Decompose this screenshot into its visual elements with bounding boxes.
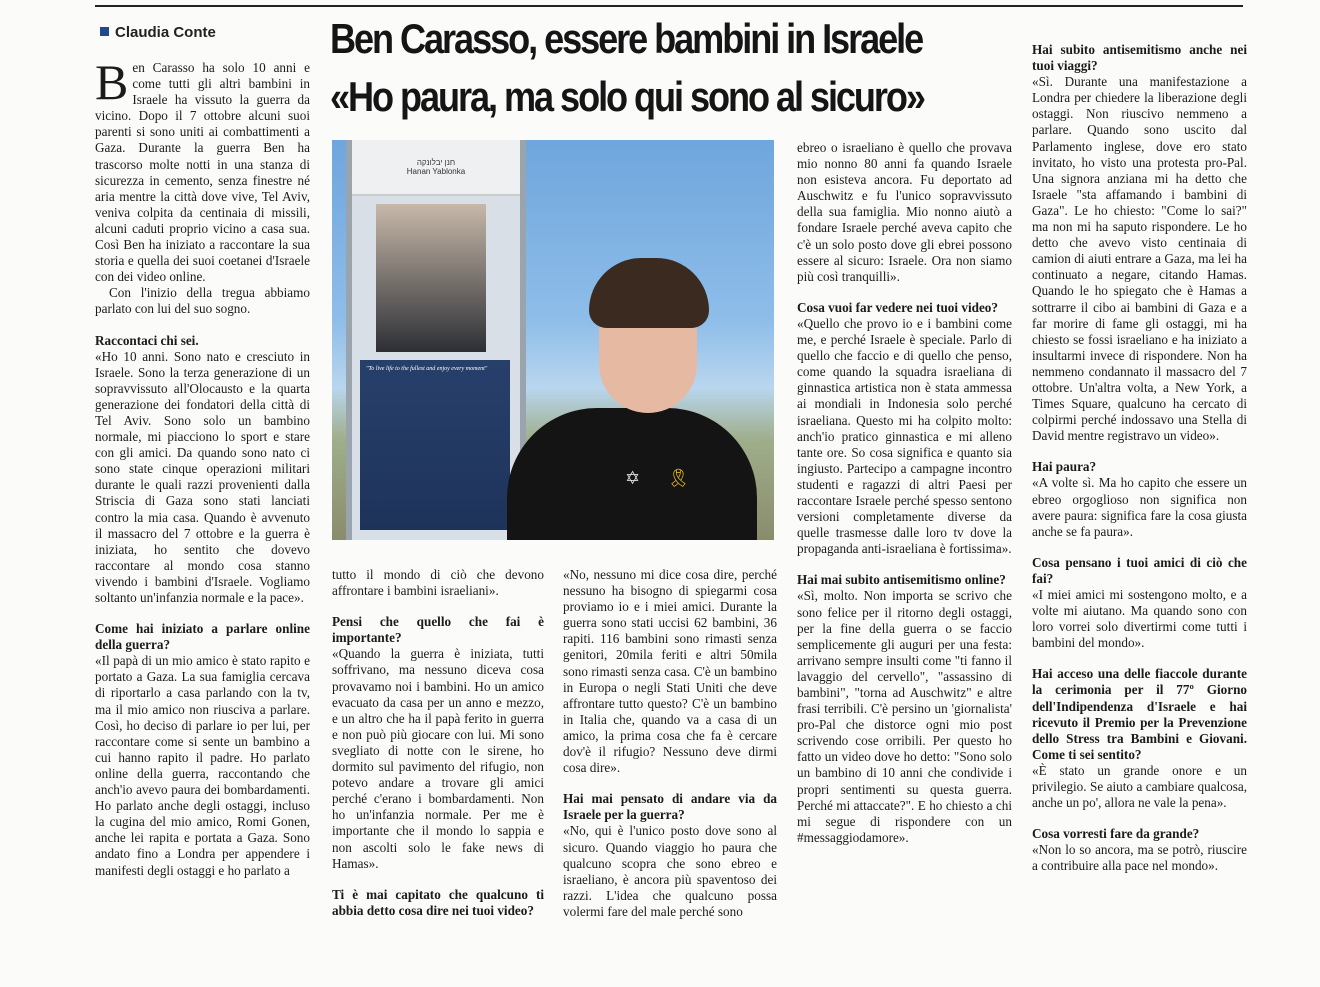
byline-author: Claudia Conte	[115, 24, 216, 41]
answer-continued: ebreo o israeliano è quello che provava mio nonno 80 anni fa quando Israele non esisteva ancora. Fu deportato ad Auschwitz e fu l'unico sopravvissuto della sua famiglia. Mio nonno aiutò a fondare Israele perché aveva capito che c'è un solo posto dove gli ebrei possono essere al sicuro: Israele. Ora non siamo più così tranquilli».	[797, 140, 1012, 284]
answer: «No, nessuno mi dice cosa dire, perché nessuno ha bisogno di spiegarmi cosa proviamo io e i miei amici. Durante la guerra sono stati uccisi 62 bambini, 36 rapiti. 116 bambini sono rimasti senza genitori, 20mila feriti e altri 50mila sono rimasti senza casa. C'è un bambino in Europa o negli Stati Uniti che deve affrontare tutto questo? C'è un bambino in Italia che, quando va a casa di un amico, la prima cosa che fa è cercare dov'è il rifugio? Nessuno deve dirmi cosa dire».	[563, 567, 777, 776]
column-5	[1032, 28, 1247, 875]
column-2	[332, 567, 544, 919]
question: Pensi che quello che fai è importante?	[332, 614, 544, 646]
sign-portrait	[376, 204, 486, 352]
yellow-ribbon-icon: 🎗	[667, 468, 690, 489]
answer: «È stato un grande onore e un privilegio. Se aiuto a cambiare qualcosa, anche un po', allora ne vale la pena».	[1032, 762, 1247, 811]
sign-name: Hanan Yablonka	[406, 167, 466, 176]
top-rule	[95, 5, 1243, 7]
question: Hai paura?	[1032, 459, 1097, 475]
answer: «Non lo so ancora, ma se potrò, riuscire a contribuire alla pace nel mondo».	[1032, 842, 1247, 874]
answer: «Sì, molto. Non importa se scrivo che sono felice per il ritorno degli ostaggi, per la fine della guerra o se faccio semplicemente gli auguri per una festa: arrivano sempre insulti come "ti fanno il lavaggio del cervello", "assassino di bambini", "torna ad Auschwitz" e altre frasi terribili. C'è persino un 'giornalista' pro-Pal che distorce ogni mio post scrivendo cose orribili. Per questo ho fatto un video dove ho detto: "Sono solo un bambino di 10 anni che condivide i propri sentimenti su questa guerra. Perché mi attaccate?". E ho chiesto a chi mi segue di rispondere con un #messaggiodamore».	[797, 588, 1012, 845]
answer: «Sì. Durante una manifestazione a Londra per chiedere la liberazione degli ostaggi. Non riuscivo nemmeno a parlare. Quando sono uscito dal Parlamento inglese, dove ero stato invitato, ho visto una protesta pro-Pal. Una signora anziana mi ha detto che Israele "sta affamando i bambini di Gaza". Le ho chiesto: "Come lo sai?" ma non mi ha saputo rispondere. Le ho detto che avevo visto centinaia di camion di aiuti entrare a Gaza, ma lei ha continuato a negare, citando Hamas. Quando le ho spiegato che è Hamas a sottrarre il cibo ai bambini di Gaza e a far morire di fame gli ostaggi, mi ha chiesto se fossi israeliano e ha iniziato a insultarmi invece di rispondere. Non ha nemmeno condannato il massacro del 7 ottobre. Un'altra volta, a New York, a Times Square, qualcuno ha cercato di colpirmi perché indossavo una Stella di David mentre registravo un video».	[1032, 74, 1247, 444]
article-photo	[332, 140, 774, 540]
answer: «Il papà di un mio amico è stato rapito e portato a Gaza. La sua famiglia cercava di riportarlo a casa parlando con la tv, ma il mio amico non riusciva a parlare. Così, ho deciso di parlare io per lui, per raccontare come si sente un bambino a cui hanno rapito il padre. Ho parlato online della guerra, raccontando che anch'io avevo paura dei bombardamenti. Ho parlato anche degli ostaggi, incluso la cugina del mio amico, Romi Gonen, anche lei rapita e portata a Gaza. Sono andato fino a Londra per appendere i manifesti degli ostaggi e ho parlato a	[95, 653, 310, 878]
column-1	[95, 54, 310, 879]
question: Hai subito antisemitismo anche nei tuoi viaggi?	[1032, 42, 1247, 74]
question: Cosa vorresti fare da grande?	[1032, 826, 1200, 842]
question: Ti è mai capitato che qualcuno ti abbia detto cosa dire nei tuoi video?	[332, 886, 544, 918]
article-intro: Ben Carasso ha solo 10 anni e come tutti gli altri bambini in Israele ha vissuto la guerra da vicino. Dopo il 7 ottobre alcuni suoi parenti si sono uniti ai combattimenti a Gaza. Durante la guerra Ben ha trascorso molte notti in una stanza di sicurezza in cemento, senza finestre né aria mentre la città dove vive, Tel Aviv, veniva colpita da centinaia di missili, alcuni caduti proprio vicino a casa sua. Così Ben ha iniziato a raccontare la sua storia e quella dei suoi coetanei d'Israele con dei video online.	[95, 54, 310, 285]
headline-line2: «Ho paura, ma solo qui sono al sicuro»	[330, 73, 924, 120]
question: Hai mai pensato di andare via da Israele per la guerra?	[563, 791, 777, 823]
headline-line1: Ben Carasso, essere bambini in Israele	[330, 15, 923, 62]
sign-hebrew: חנן יבלונקה	[416, 158, 456, 167]
answer: «No, qui è l'unico posto dove sono al sicuro. Quando viaggio ho paura che qualcuno scopra che sono ebreo e israeliano, è ancora più spaventoso dei razzi. L'idea che qualcuno possa volermi fare del male perché sono	[563, 823, 777, 919]
sign-text-panel	[360, 360, 510, 530]
answer: «Ho 10 anni. Sono nato e cresciuto in Israele. Sono la terza generazione di un sopravvissuto all'Olocausto e la quarta generazione dei fondatori della città di Tel Aviv. Sono solo un bambino normale, mi piacciono lo sport e stare con gli amici. Da quando sono nato ci sono state cinque operazioni militari durante le quali razzi provenienti dalla Striscia di Gaza sono stati lanciati contro la mia casa. Quando è avvenuto il massacro del 7 ottobre e la guerra è iniziata, ho sentito che dovevo raccontare al mondo cosa stanno vivendo i bambini d'Israele. Vogliamo soltanto un'infanzia normale e la pace».	[95, 348, 310, 605]
byline-square-icon	[100, 27, 109, 36]
memorial-sign	[346, 140, 526, 540]
sign-header	[352, 140, 520, 196]
answer-continued: tutto il mondo di ciò che devono affrontare i bambini israeliani».	[332, 567, 544, 599]
answer: «I miei amici mi sostengono molto, e a volte mi aiutano. Ma quando sono con loro vorrei solo divertirmi come tutti i bambini del mondo».	[1032, 587, 1247, 651]
question: Hai mai subito antisemitismo online?	[797, 572, 1006, 588]
answer: «Quando la guerra è iniziata, tutti soffrivano, ma nessuno diceva cosa provavamo noi i bambini. Ho un amico evacuato da casa per un anno e mezzo, e un altro che ha il papà ferito in guerra e non può più giocare con lui. Mi sono svegliato di notte con le sirene, ho dormito sul pavimento del rifugio, non potevo andare a trovare gli amici perché c'erano i bombardamenti. Non ho un'infanzia normale. Per me è importante che il mondo lo sappia e non ascolti solo le fake news di Hamas».	[332, 646, 544, 871]
boy-figure	[507, 258, 757, 540]
column-4	[797, 140, 1012, 846]
byline	[100, 24, 216, 41]
answer: «Quello che provo io e i bambini come me, e perché Israele è speciale. Parlo di quello che faccio e di quello che penso, come quando la squadra israeliana di ginnastica artistica non è stata ammessa ai mondiali in Indonesia solo perché israeliana. Questo mi ha colpito molto: anch'io pratico ginnastica e mi alleno tante ore. So cosa significa e quanto sia ingiusto. Partecipo a campagne incontro studenti e ragazzi di altri Paesi per raccontare Israele perché spesso sentono versioni completamente diverse da quelle trasmesse dalle loro tv dove la propaganda anti-israeliana è fortissima».	[797, 315, 1012, 557]
column-3	[563, 567, 777, 920]
star-of-david-icon: ✡	[625, 468, 641, 489]
question: Cosa vuoi far vedere nei tuoi video?	[797, 299, 998, 315]
intro-paragraph-2: Con l'inizio della tregua abbiamo parlato con lui del suo sogno.	[95, 285, 310, 317]
question: Come hai iniziato a parlare online della guerra?	[95, 621, 310, 653]
dropcap: B	[95, 54, 129, 110]
question: Hai acceso una delle fiaccole durante la cerimonia per il 77º Giorno dell'Indipendenza d'Israele e hai ricevuto il Premio per la Prevenzione dello Stress tra Bambini e Giovani. Come ti sei sentito?	[1032, 666, 1247, 762]
headline	[330, 10, 932, 126]
sign-quote: "To live life to the fullest and enjoy every moment"	[366, 366, 488, 372]
boy-hair	[589, 258, 709, 328]
question: Cosa pensano i tuoi amici di ciò che fai?	[1032, 554, 1247, 586]
question: Raccontaci chi sei.	[95, 332, 199, 348]
answer: «A volte sì. Ma ho capito che essere un ebreo orgoglioso non significa non avere paura: significa fare la cosa giusta anche se fa paura».	[1032, 475, 1247, 539]
